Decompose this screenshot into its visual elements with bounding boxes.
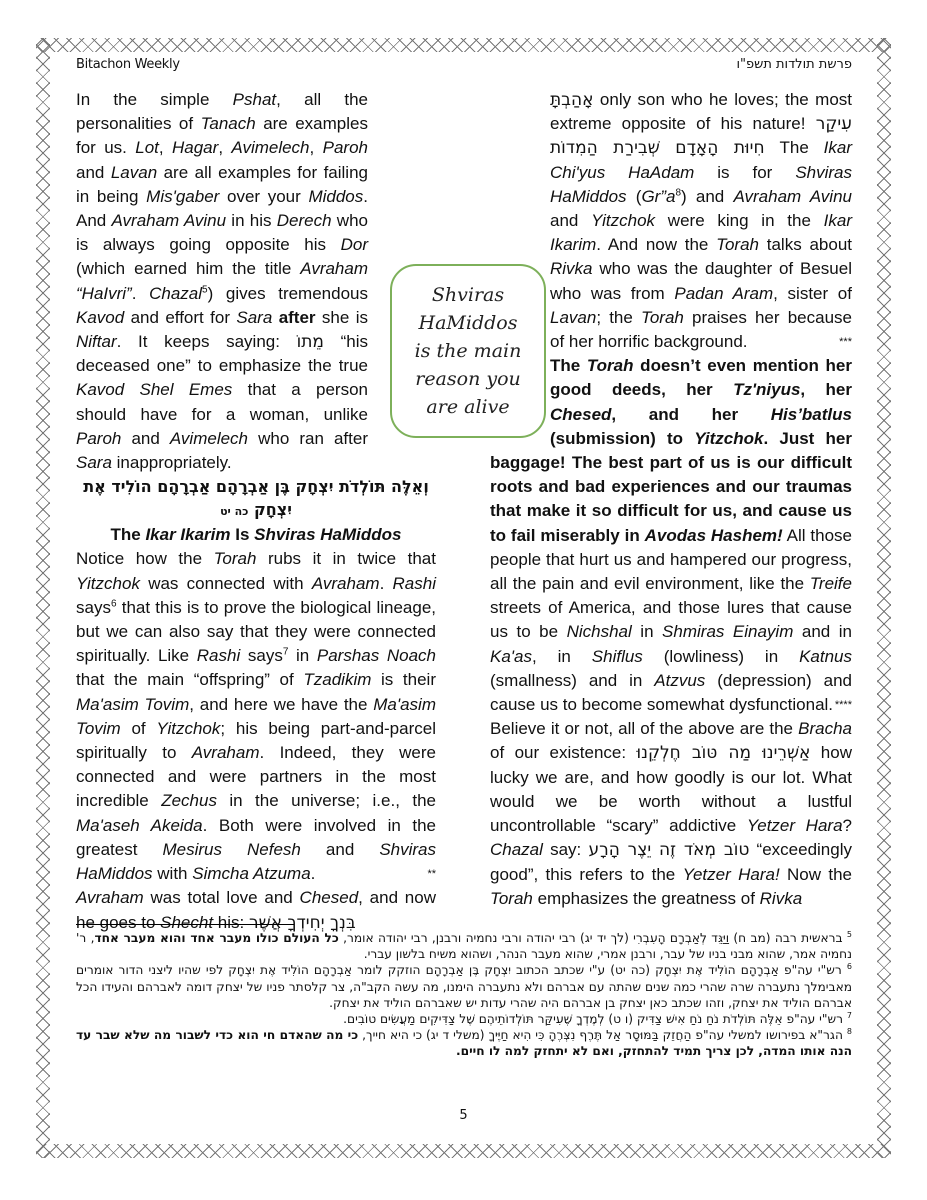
section-break-stars: ** bbox=[427, 868, 436, 881]
paragraph-rivka-baggage: The Torah doesn’t even mention her good deeds, her Tz'niyus, her Chesed, and her His’batlus (submission) to Yitzchok. Just her baggage! The best part of us is our difficult roots and bad experiences and our traumas that make it so difficult for us, and cause us to fail miserably in Avodas Hashem! All those people that hurt us and hampered our progress, all the pain and evil environment, like the Treife streets of America, and those lures that cause us to be Nichshal in Shmiras Einayim and in Ka'as, in Shiflus (lowliness) in Katnus (smallness) and in Atzvus (depression) and cause us to become somewhat dysfunctional. **** bbox=[490, 354, 852, 717]
paragraph-bracha: Believe it or not, all of the above are the Bracha of our existence: אַשְׁרֵינוּ מַה טּוֹב חֶלְקֵנוּ how lucky we are, and how goodly is our lot. What would we be worth without a lustful uncontrollable “scary” addictive Yetzer Hara? Chazal say: טוֹב מְאֹד זֶה יֵצֶר הָרָע “exceedingly good”, this refers to the Yetzer Hara! Now the Torah emphasizes the greatness of Rivka bbox=[490, 719, 853, 908]
footnote-8: $^8$ הגר"א בפירושו למשלי עה"פ הַחֲזֵק בַּמּוּסָר אַל תֶּרֶף נִצְּרֶהָ כִּי הִיא חַיֶּיךָ (משלי ד יג) כי היא חייך, כי מה שהאדם חי הוא כדי לשבור מה שלא שבר עד הנה אותו המדה, לכן צריך תמיד להתחזק, ואם לא יתחזק למה לו חיים. bbox=[76, 1027, 853, 1059]
footnote-ref-6: 6 bbox=[110, 598, 117, 610]
border-left bbox=[36, 38, 50, 1158]
footnote-ref-5: 5 bbox=[202, 283, 208, 295]
paragraph-pshat: In the simple Pshat, all the personalities of Tanach are examples for us. Lot, Hagar, Avimelech, Paroh and Lavan are all examples for failing in being Mis'gaber over your Middos. And Avraham Avinu in his Derech who is always going opposite his Dor (which earned him the title Avraham “HaIvri”. Chazal$^5$) gives tremendous Kavod and effort for Sara after she is Niftar. It keeps saying: מֵתוֹ “his deceased one” to emphasize the true Kavod Shel Emes that a person should have for a woman, unlike Paroh and Avimelech who ran after Sara inappropriately. bbox=[76, 90, 369, 473]
footnote-separator bbox=[76, 924, 294, 925]
footnote-ref-7: 7 bbox=[282, 646, 289, 658]
verse-quote: וְאֵלֶּה תּוֹלְדֹת יִצְחָק בֶּן אַבְרָהָם אַבְרָהָם הוֹלִיד אֶת יִצְחָק כה יט bbox=[83, 477, 429, 520]
footnotes bbox=[76, 930, 852, 1060]
paragraph-torah-twice: Notice how the Torah rubs it in twice that Yitzchok was connected with Avraham. Rashi says$^6$ that this is to prove the biological lineage, but we can also say that they were connected spiritually. Like Rashi says$^7$ in Parshas Noach that the main “offspring” of Tzadikim is their Ma'asim Tovim, and here we have the Ma'asim Tovim of Yitzchok; his being part-and-parcel spiritually to Avraham. Indeed, they were connected and were partners in the most incredible Zechus in the universe; i.e., the Ma'aseh Akeida. Both were involved in the greatest Mesirus Nefesh and Shviras HaMiddos with Simcha Atzuma. ** bbox=[76, 547, 436, 886]
section-break-stars: *** bbox=[839, 336, 852, 349]
page-number: 5 bbox=[459, 1108, 468, 1123]
parsha-title: פרשת תולדות תשפ"ו bbox=[736, 57, 852, 72]
page-header bbox=[76, 57, 852, 77]
pull-quote-callout: Shviras HaMiddos is the main reason you are alive bbox=[390, 264, 546, 438]
border-right bbox=[877, 38, 891, 1158]
border-top bbox=[36, 38, 891, 52]
paragraph-ikar-chiyus: אָהַבְתָּ only son who he loves; the most extreme opposite of his nature! עִיקַר חִיוּת הָאָדָם שְׁבִירַת הַמִדוֹת The Ikar Chi'yus HaAdam is for Shviras HaMiddos $(Gr”a^8)$ and Avraham Avinu and Yitzchok were king in the Ikar Ikarim. And now the Torah talks about Rivka who was the daughter of Besuel who was from Padan Aram, sister of Lavan; the Torah praises her because of her horrific background. *** bbox=[490, 88, 852, 354]
publication-title: Bitachon Weekly bbox=[76, 57, 180, 72]
paragraph-avraham-chesed: Avraham was total love and Chesed, and now he goes to Shecht his: בִּנְךָ יְחִידְךָ אֲשֶׁר bbox=[76, 888, 436, 933]
right-column bbox=[490, 88, 852, 911]
footnote-6: $^6$ רש"י עה"פ אַבְרָהָם הוֹלִיד אֶת יִצְחָק (כה יט) ע"י שכתב הכתוב יִצְחָק בֶּן אַבְרָהָם הוזקק לומר אַבְרָהָם הוֹלִיד אֶת יִצְחָק לפי שהיו ליצני הדור אומרים מאבימלך נתעברה שרה שהרי כמה שנים שהתה עם אברהם ולא נתעברה הימנו, מה עשה הקב"ה, צר קלסתר פניו של יצחק דומה לאברהם והעידו הכל אברהם הוליד את יצחק, וזהו שכתב כאן יצחק בן אברהם היה שהרי עדות יש שאברהם הוליד את יצחק. bbox=[76, 962, 852, 1010]
footnote-5: $^5$ בראשית רבה (מב ח) וַיַּגֵּד לְאַבְרָם הָעִבְרִי (לך יד יג) רבי יהודה ורבי נחמיה ורבנן, רבי יהודה אומר, כל העולם כולו מעבר אחד והוא מעבר אחד, ר' נחמיה אמר, שהוא מבני בניו של עבר, ורבנן אמרי, שהוא מעבר הנהר, ושהוא משיח בלשון עברי. bbox=[76, 929, 852, 962]
footnote-7: $^7$ רש"י עה"פ אֵלֶּה תּוֹלְדֹת נֹחַ נֹחַ אִישׁ צַדִּיק (ו ט) לְמֶדְךָ שֶׁעִיקַּר תּוֹלְדוֹתֵיהֶם שֶׁל צַדִּיקִים מַעֲשִׂים טוֹבִים. bbox=[343, 1010, 852, 1027]
section-subheading: The Ikar Ikarim Is Shviras HaMiddos bbox=[110, 525, 402, 545]
footnote-ref-8: 8 bbox=[675, 187, 681, 199]
section-break-stars: **** bbox=[834, 699, 852, 712]
border-bottom bbox=[36, 1144, 891, 1158]
left-column bbox=[76, 88, 436, 935]
